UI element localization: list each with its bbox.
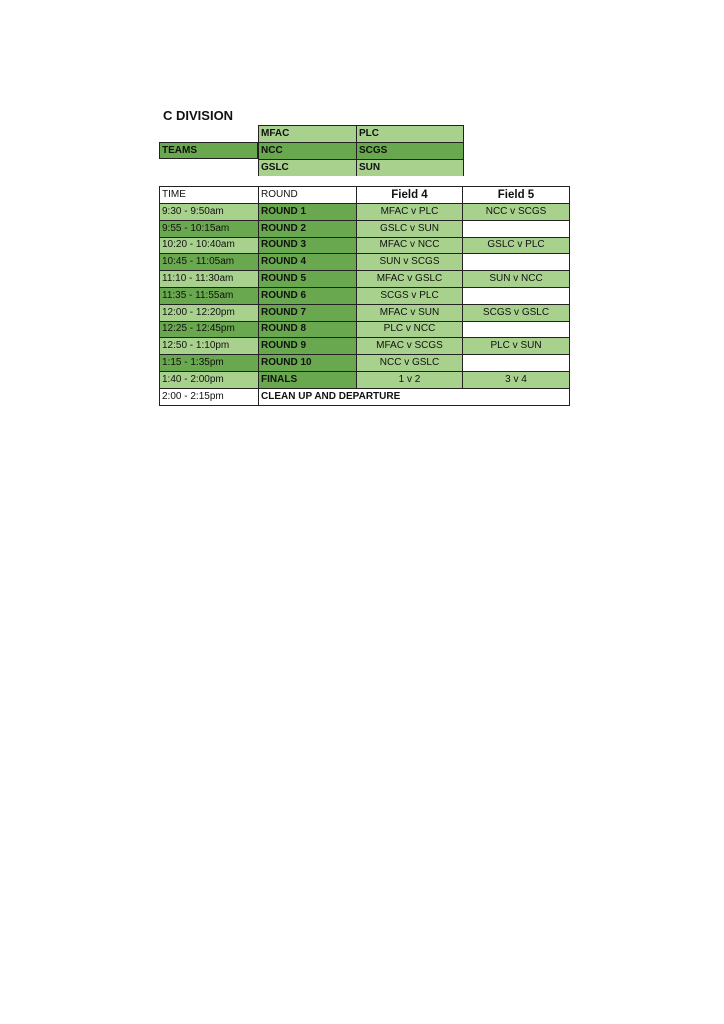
cleanup-departure-cell: CLEAN UP AND DEPARTURE	[259, 388, 570, 405]
round-cell: FINALS	[259, 371, 357, 388]
time-cell: 10:45 - 11:05am	[160, 254, 259, 271]
schedule-row	[160, 204, 570, 221]
round-cell: ROUND 3	[259, 237, 357, 254]
time-cell: 9:55 - 10:15am	[160, 220, 259, 237]
team-cell: SCGS	[357, 143, 463, 160]
teams-label: TEAMS	[159, 142, 258, 159]
schedule-row	[160, 220, 570, 237]
field-5-cell: SUN v NCC	[463, 271, 570, 288]
header-time: TIME	[160, 187, 259, 204]
time-cell: 2:00 - 2:15pm	[160, 388, 259, 405]
team-cell: MFAC	[259, 126, 357, 143]
schedule-header-row	[160, 187, 570, 204]
time-cell: 12:25 - 12:45pm	[160, 321, 259, 338]
round-cell: ROUND 7	[259, 304, 357, 321]
time-cell: 11:35 - 11:55am	[160, 287, 259, 304]
teams-grid	[258, 125, 464, 176]
schedule-row	[160, 287, 570, 304]
round-cell: ROUND 6	[259, 287, 357, 304]
schedule-row	[160, 355, 570, 372]
time-cell: 9:30 - 9:50am	[160, 204, 259, 221]
round-cell: ROUND 10	[259, 355, 357, 372]
team-cell: PLC	[357, 126, 463, 143]
schedule-row	[160, 304, 570, 321]
schedule-row	[160, 321, 570, 338]
field-5-cell	[463, 355, 570, 372]
field-5-cell	[463, 287, 570, 304]
field-5-cell	[463, 254, 570, 271]
field-5-cell: 3 v 4	[463, 371, 570, 388]
round-cell: ROUND 8	[259, 321, 357, 338]
round-cell: ROUND 5	[259, 271, 357, 288]
field-5-cell: PLC v SUN	[463, 338, 570, 355]
round-cell: ROUND 2	[259, 220, 357, 237]
field-4-cell: MFAC v SUN	[357, 304, 463, 321]
schedule-row	[160, 338, 570, 355]
field-4-cell: MFAC v GSLC	[357, 271, 463, 288]
field-4-cell: MFAC v SCGS	[357, 338, 463, 355]
time-cell: 1:15 - 1:35pm	[160, 355, 259, 372]
header-field-4: Field 4	[357, 187, 463, 204]
round-cell: ROUND 4	[259, 254, 357, 271]
round-cell: ROUND 9	[259, 338, 357, 355]
time-cell: 1:40 - 2:00pm	[160, 371, 259, 388]
time-cell: 12:50 - 1:10pm	[160, 338, 259, 355]
time-cell: 11:10 - 11:30am	[160, 271, 259, 288]
field-4-cell: NCC v GSLC	[357, 355, 463, 372]
field-5-cell	[463, 220, 570, 237]
field-4-cell: MFAC v NCC	[357, 237, 463, 254]
field-4-cell: SCGS v PLC	[357, 287, 463, 304]
field-5-cell	[463, 321, 570, 338]
team-cell: SUN	[357, 160, 463, 176]
schedule-final-row	[160, 388, 570, 405]
division-title: C DIVISION	[163, 108, 234, 123]
schedule-row	[160, 254, 570, 271]
schedule-table	[159, 186, 570, 406]
field-4-cell: MFAC v PLC	[357, 204, 463, 221]
team-cell: NCC	[259, 143, 357, 160]
field-5-cell: SCGS v GSLC	[463, 304, 570, 321]
time-cell: 10:20 - 10:40am	[160, 237, 259, 254]
field-4-cell: SUN v SCGS	[357, 254, 463, 271]
round-cell: ROUND 1	[259, 204, 357, 221]
field-5-cell: NCC v SCGS	[463, 204, 570, 221]
schedule-row	[160, 271, 570, 288]
header-round: ROUND	[259, 187, 357, 204]
field-5-cell: GSLC v PLC	[463, 237, 570, 254]
teams-table	[159, 125, 464, 176]
time-cell: 12:00 - 12:20pm	[160, 304, 259, 321]
field-4-cell: PLC v NCC	[357, 321, 463, 338]
header-field-5: Field 5	[463, 187, 570, 204]
field-4-cell: 1 v 2	[357, 371, 463, 388]
field-4-cell: GSLC v SUN	[357, 220, 463, 237]
team-cell: GSLC	[259, 160, 357, 176]
schedule-row	[160, 371, 570, 388]
schedule-row	[160, 237, 570, 254]
